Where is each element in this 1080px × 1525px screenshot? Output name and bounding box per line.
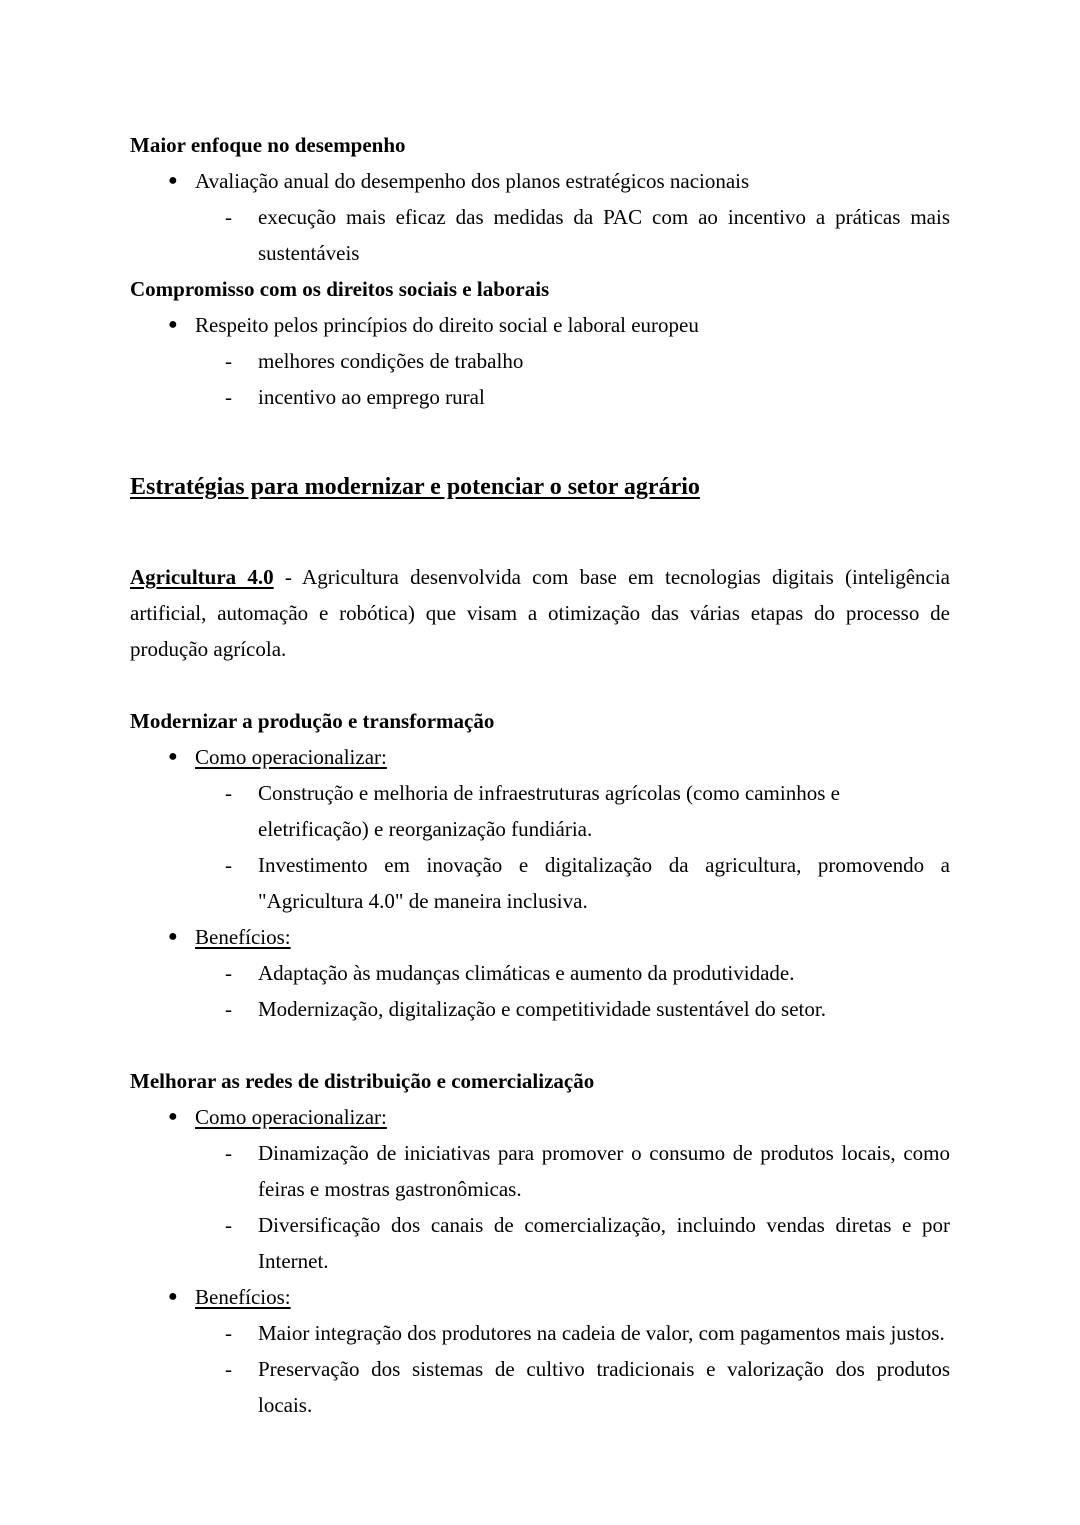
bullet-icon: ● bbox=[168, 748, 178, 765]
spacer bbox=[130, 415, 950, 451]
spacer bbox=[130, 1027, 950, 1063]
dash-icon: - bbox=[225, 961, 232, 985]
dash-icon: - bbox=[225, 997, 232, 1021]
sub-list-item bbox=[130, 379, 950, 415]
dash-icon: - bbox=[225, 1321, 232, 1345]
sub-list-item bbox=[130, 775, 950, 847]
sub-list-item-text: Modernização, digitalização e competitividade sustentável do setor. bbox=[258, 997, 826, 1021]
list-item bbox=[130, 1279, 950, 1315]
dash-icon: - bbox=[225, 385, 232, 409]
section-heading: Compromisso com os direitos sociais e laborais bbox=[130, 277, 550, 301]
list-item bbox=[130, 919, 950, 955]
group-label: Como operacionalizar: bbox=[195, 1105, 387, 1129]
dash-icon: - bbox=[225, 1141, 232, 1165]
dash-icon: - bbox=[225, 1213, 232, 1237]
sub-list-item-text: execução mais eficaz das medidas da PAC com ao incentivo a práticas mais sustentáveis bbox=[258, 205, 950, 265]
section-heading: Maior enfoque no desempenho bbox=[130, 133, 406, 157]
dash-icon: - bbox=[225, 349, 232, 373]
spacer bbox=[130, 505, 950, 541]
sub-list-item-text: Adaptação às mudanças climáticas e aumento da produtividade. bbox=[258, 961, 795, 985]
list-item bbox=[130, 1099, 950, 1135]
list-item-text: Avaliação anual do desempenho dos planos estratégicos nacionais bbox=[195, 169, 750, 193]
sub-list-item-text: Construção e melhoria de infraestruturas agrícolas (como caminhos e eletrificação) e reorganização fundiária. bbox=[258, 781, 840, 841]
dash-icon: - bbox=[225, 205, 232, 229]
definition-separator: - bbox=[273, 565, 303, 589]
strategy-heading: Modernizar a produção e transformação bbox=[130, 709, 495, 733]
section-desempenho bbox=[130, 127, 950, 271]
sub-list-item-text: Diversificação dos canais de comercialização, incluindo vendas diretas e por Internet. bbox=[258, 1213, 950, 1273]
sub-list-item bbox=[130, 343, 950, 379]
sub-list-item-text: Dinamização de iniciativas para promover o consumo de produtos locais, como feiras e mostras gastronômicas. bbox=[258, 1141, 950, 1201]
document-body bbox=[130, 127, 950, 1423]
dash-icon: - bbox=[225, 1357, 232, 1381]
spacer bbox=[130, 451, 950, 469]
sub-list-item bbox=[130, 1351, 950, 1423]
bullet-icon: ● bbox=[168, 1288, 178, 1305]
bullet-icon: ● bbox=[168, 1108, 178, 1125]
sub-list-item-text: incentivo ao emprego rural bbox=[258, 385, 485, 409]
strategy-melhorar-redes bbox=[130, 1063, 950, 1423]
sub-list-item-text: Preservação dos sistemas de cultivo tradicionais e valorização dos produtos locais. bbox=[258, 1357, 950, 1417]
definition-paragraph bbox=[130, 559, 950, 667]
strategy-modernizar-producao bbox=[130, 703, 950, 1027]
definition-term: Agricultura 4.0 bbox=[130, 565, 274, 589]
sub-list-item bbox=[130, 1135, 950, 1207]
list-item bbox=[130, 739, 950, 775]
bullet-icon: ● bbox=[168, 928, 178, 945]
section-direitos-sociais bbox=[130, 271, 950, 415]
strategy-heading: Melhorar as redes de distribuição e comercialização bbox=[130, 1069, 595, 1093]
definition-body: Agricultura desenvolvida com base em tecnologias digitais (inteligência artificial, automação e robótica) que visam a otimização das várias etapas do processo de produção agrícola. bbox=[130, 565, 950, 661]
group-label: Como operacionalizar: bbox=[195, 745, 387, 769]
group-label: Benefícios: bbox=[195, 1285, 291, 1309]
sub-list-item bbox=[130, 955, 950, 991]
sub-list-item bbox=[130, 1315, 950, 1351]
bullet-icon: ● bbox=[168, 172, 178, 189]
list-item bbox=[130, 307, 950, 343]
spacer bbox=[130, 541, 950, 559]
page-title: Estratégias para modernizar e potenciar o setor agrário bbox=[130, 474, 700, 500]
bullet-icon: ● bbox=[168, 316, 178, 333]
sub-list-item bbox=[130, 847, 950, 919]
list-item bbox=[130, 163, 950, 199]
sub-list-item-text: Maior integração dos produtores na cadeia de valor, com pagamentos mais justos. bbox=[258, 1321, 945, 1345]
list-item-text: Respeito pelos princípios do direito social e laboral europeu bbox=[195, 313, 699, 337]
sub-list-item-text: Investimento em inovação e digitalização da agricultura, promovendo a "Agricultura 4.0" de maneira inclusiva. bbox=[258, 853, 950, 913]
spacer bbox=[130, 667, 950, 703]
dash-icon: - bbox=[225, 781, 232, 805]
sub-list-item bbox=[130, 199, 950, 271]
sub-list-item-text: melhores condições de trabalho bbox=[258, 349, 524, 373]
dash-icon: - bbox=[225, 853, 232, 877]
sub-list-item bbox=[130, 991, 950, 1027]
group-label: Benefícios: bbox=[195, 925, 291, 949]
sub-list-item bbox=[130, 1207, 950, 1279]
